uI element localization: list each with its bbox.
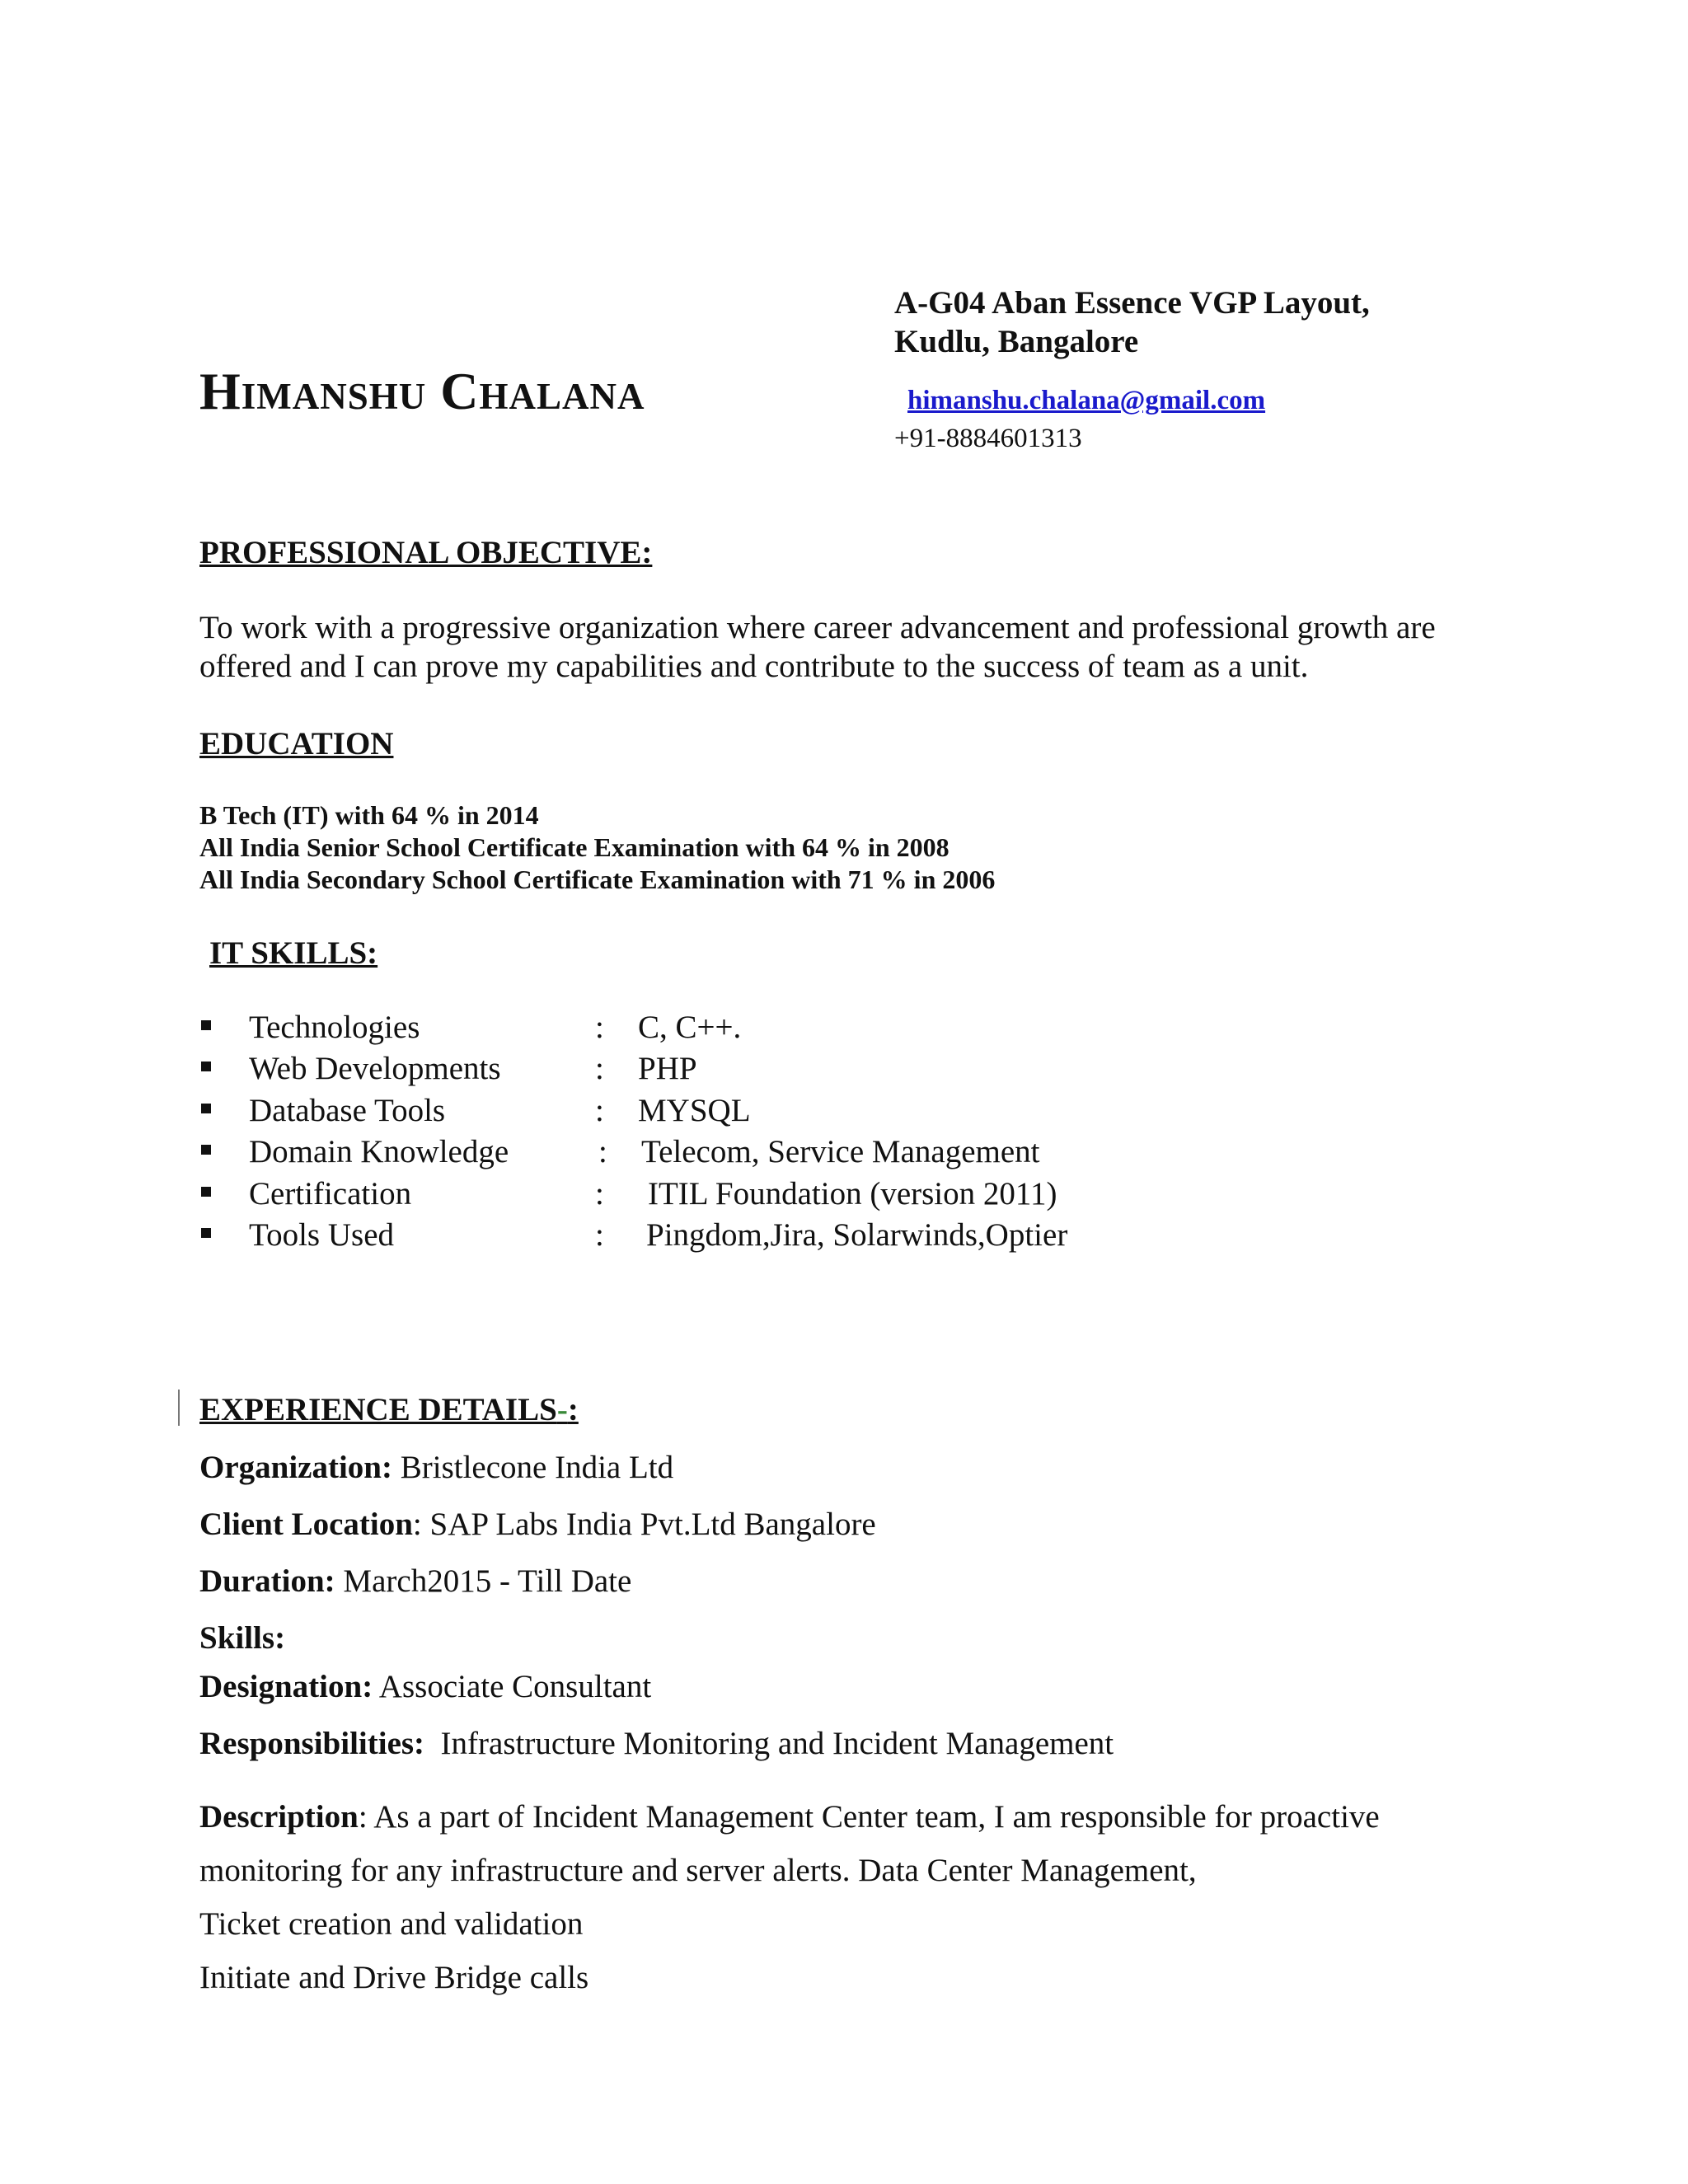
- duration-label: Duration:: [199, 1563, 335, 1599]
- bullet-icon: [201, 1104, 211, 1113]
- skill-separator: :: [595, 1051, 604, 1087]
- skill-row: [199, 1009, 1353, 1050]
- objective-line-2: offered and I can prove my capabilities and contribute to the success of team as a unit.: [199, 649, 1309, 684]
- skill-separator: :: [595, 1175, 604, 1212]
- description-text-1: : As a part of Incident Management Center team, I am responsible for proactive: [358, 1799, 1380, 1835]
- skill-label: Tools Used: [249, 1216, 395, 1253]
- skill-separator: :: [595, 1092, 604, 1128]
- skill-value: ITIL Foundation (version 2011): [648, 1175, 1057, 1212]
- skills-list: [199, 1009, 1353, 1258]
- designation-label: Designation:: [199, 1669, 373, 1704]
- bullet-icon: [201, 1020, 211, 1030]
- responsibilities-value: Infrastructure Monitoring and Incident Management: [440, 1726, 1114, 1761]
- email-link[interactable]: himanshu.chalana@gmail.com: [907, 386, 1266, 415]
- experience-heading: [199, 1391, 579, 1428]
- responsibilities-line: [199, 1725, 1114, 1762]
- skill-label: Certification: [249, 1175, 412, 1212]
- designation-value: Associate Consultant: [378, 1669, 652, 1704]
- phone-number: +91-8884601313: [894, 424, 1082, 453]
- organization-line: [199, 1449, 673, 1486]
- skill-separator: :: [598, 1134, 607, 1170]
- skill-value: C, C++.: [638, 1010, 742, 1045]
- skill-label: Database Tools: [249, 1092, 446, 1128]
- bullet-icon: [201, 1187, 211, 1197]
- objective-text: [199, 608, 1436, 686]
- responsibilities-label: Responsibilities:: [199, 1726, 425, 1761]
- skill-row: [199, 1175, 1353, 1216]
- bullet-icon: [201, 1228, 211, 1238]
- candidate-name: Himanshu Chalana: [199, 362, 645, 420]
- skills-line: [199, 1619, 285, 1657]
- skill-row: [199, 1133, 1353, 1174]
- skill-separator: :: [595, 1216, 604, 1253]
- skill-separator: :: [595, 1010, 604, 1045]
- skill-label: Technologies: [249, 1010, 420, 1045]
- education-heading: EDUCATION: [199, 726, 394, 762]
- description-line-2: monitoring for any infrastructure and server alerts. Data Center Management,: [199, 1853, 1197, 1888]
- skill-row: [199, 1050, 1353, 1091]
- description-line-3: Ticket creation and validation: [199, 1906, 584, 1942]
- organization-value: Bristlecone India Ltd: [400, 1450, 674, 1485]
- skill-value: MYSQL: [638, 1092, 751, 1128]
- duration-line: [199, 1563, 631, 1600]
- objective-heading: PROFESSIONAL OBJECTIVE:: [199, 535, 653, 570]
- description-line-1: [199, 1798, 1380, 1835]
- bullet-icon: [201, 1062, 211, 1071]
- skill-value: PHP: [638, 1051, 697, 1087]
- education-item: All India Senior School Certificate Examination with 64 % in 2008: [199, 832, 950, 862]
- organization-label: Organization:: [199, 1450, 392, 1485]
- skill-value: Pingdom,Jira, Solarwinds,Optier: [646, 1216, 1068, 1253]
- description-line-4: Initiate and Drive Bridge calls: [199, 1960, 589, 1995]
- address-line-2: Kudlu, Bangalore: [894, 324, 1139, 359]
- client-label: Client Location: [199, 1507, 413, 1542]
- designation-line: [199, 1668, 651, 1705]
- margin-change-bar: [178, 1390, 180, 1426]
- education-item: B Tech (IT) with 64 % in 2014: [199, 800, 539, 830]
- client-value: : SAP Labs India Pvt.Ltd Bangalore: [412, 1507, 876, 1542]
- education-list: [199, 799, 995, 896]
- education-item: All India Secondary School Certificate Examination with 71 % in 2006: [199, 865, 996, 894]
- it-skills-heading: IT SKILLS:: [209, 935, 378, 971]
- skills-label: Skills:: [199, 1620, 286, 1656]
- skill-value: Telecom, Service Management: [641, 1134, 1040, 1170]
- experience-heading-text: EXPERIENCE DETAILS: [199, 1392, 557, 1427]
- objective-line-1: To work with a progressive organization where career advancement and professional growth are: [199, 610, 1436, 645]
- skill-row: [199, 1216, 1353, 1258]
- skill-label: Domain Knowledge: [249, 1134, 509, 1170]
- address: [894, 284, 1370, 361]
- experience-heading-dash: -: [556, 1392, 568, 1427]
- bullet-icon: [201, 1145, 211, 1155]
- address-line-1: A-G04 Aban Essence VGP Layout,: [894, 285, 1370, 321]
- experience-heading-colon: :: [567, 1392, 579, 1427]
- client-line: [199, 1506, 876, 1543]
- skill-label: Web Developments: [249, 1051, 501, 1087]
- description-label: Description: [199, 1799, 359, 1835]
- duration-value: March2015 - Till Date: [343, 1563, 632, 1599]
- skill-row: [199, 1092, 1353, 1133]
